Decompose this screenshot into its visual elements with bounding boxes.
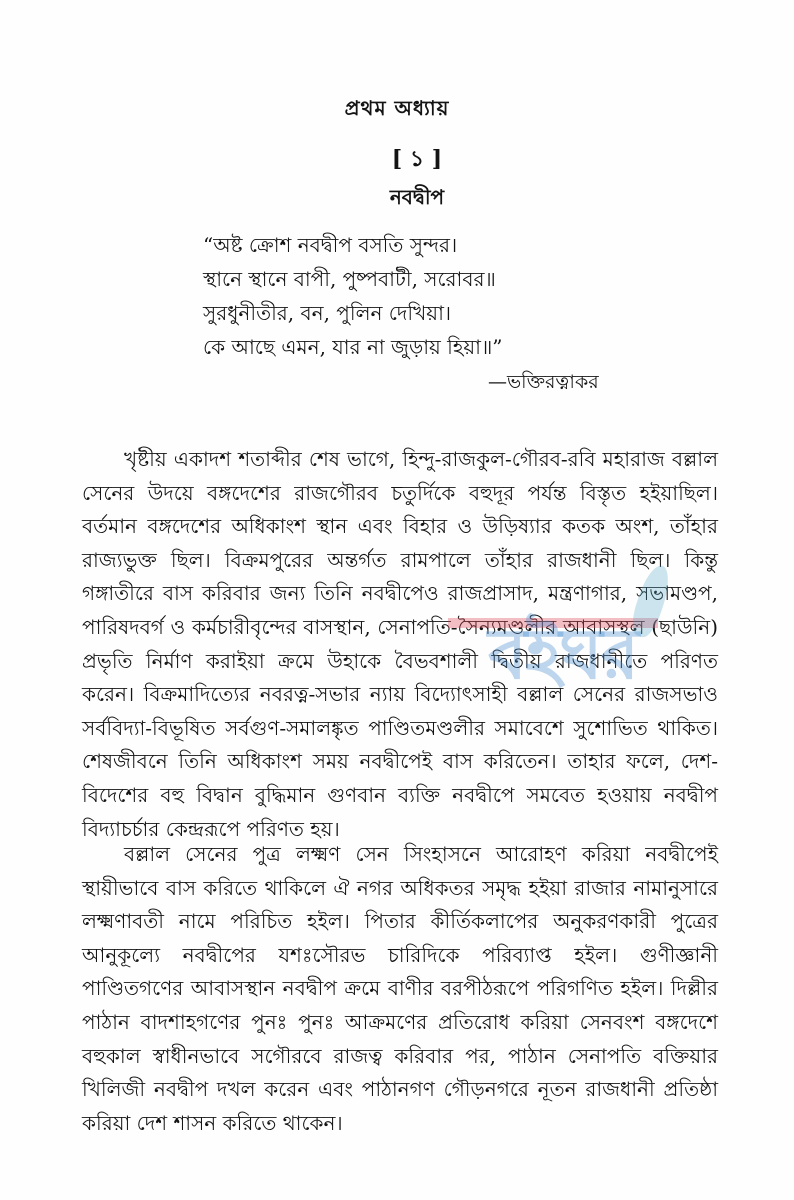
verse-line: “অষ্ট ক্রোশ নবদ্বীপ বসতি সুন্দর। (203, 233, 458, 257)
body-paragraph: খৃষ্টীয় একাদশ শতাব্দীর শেষ ভাগে, হিন্দু-রাজকুল-গৌরব-রবি মহারাজ বল্লাল সেনের উদয়ে বঙ্গদেশের রাজগৌরব চতুর্দিকে বহুদূর পর্যন্ত বিস্তৃত হইয়াছিল। বর্তমান বঙ্গদেশের অধিকাংশ স্থান এবং বিহার ও উড়িষ্যার কতক অংশ, তাঁহার রাজ্যভুক্ত ছিল। বিক্রমপুরের অন্তর্গত রামপালে তাঁহার রাজধানী ছিল। কিন্তু গঙ্গাতীরে বাস করিবার জন্য তিনি নবদ্বীপেও রাজপ্রাসাদ, মন্ত্রণাগার, সভামণ্ডপ, পারিষদবর্গ ও কর্মচারীবৃন্দের বাসস্থান, সেনাপতি-সৈন্যমণ্ডলীর আবাসস্থল (ছাউনি) প্রভৃতি নির্মাণ করাইয়া ক্রমে উহাকে বৈভবশালী দ্বিতীয় রাজধানীতে পরিণত করেন। বিক্রমাদিত্যের নবরত্ন-সভার ন্যায় বিদ্যোৎসাহী বল্লাল সেনের রাজসভাও সর্ববিদ্যা-বিভূষিত সর্বগুণ-সমালঙ্কৃত পাণ্ডিতমণ্ডলীর সমাবেশে সুশোভিত থাকিত। শেষজীবনে তিনি অধিকাংশ সময় নবদ্বীপেই বাস করিতেন। তাহার ফলে, দেশ-বিদেশের বহু বিদ্বান বুদ্ধিমান গুণবান ব্যক্তি নবদ্বীপে সমবেত হওয়ায় নবদ্বীপ বিদ্যাচর্চার কেন্দ্ররূপে পরিণত হয়। (82, 447, 718, 841)
watermark-logo-text: বইঘর (488, 613, 638, 695)
verse-quote (203, 228, 623, 364)
section-title: নবদ্বীপ (389, 185, 445, 209)
chapter-heading: প্রথম অধ্যায় (344, 96, 450, 120)
verse-line: কে আছে এমন, যার না জুড়ায় হিয়া॥” (203, 335, 503, 359)
body-paragraph: বল্লাল সেনের পুত্র লক্ষ্মণ সেন সিংহাসনে আরোহণ করিয়া নবদ্বীপেই স্থায়ীভাবে বাস করিতে থাকিলে ঐ নগর অধিকতর সমৃদ্ধ হইয়া রাজার নামানুসারে লক্ষ্মণাবতী নামে পরিচিত হইল। পিতার কীর্তিকলাপের অনুকরণকারী পুত্রের আনুকূল্যে নবদ্বীপের যশঃসৌরভ চারিদিকে পরিব্যাপ্ত হইল। গুণীজ্ঞানী পাণ্ডিতগণের আবাসস্থান নবদ্বীপ ক্রমে বাণীর বরপীঠরূপে পরিগণিত হইল। দিল্লীর পাঠান বাদশাহগণের পুনঃ পুনঃ আক্রমণের প্রতিরোধ করিয়া সেনবংশ বঙ্গদেশে বহুকাল স্বাধীনভাবে সগৌরবে রাজত্ব করিবার পর, পাঠান সেনাপতি বক্তিয়ার খিলিজী নবদ্বীপ দখল করেন এবং পাঠানগণ গৌড়নগরে নূতন রাজধানী প্রতিষ্ঠা করিয়া দেশ শাসন করিতে থাকেন। (82, 842, 718, 1135)
section-number: [ ১ ] (391, 146, 443, 172)
verse-line: সুরধুনীতীর, বন, পুলিন দেখিয়া। (203, 301, 452, 325)
verse-attribution: —ভক্তিরত্নাকর (488, 371, 599, 393)
verse-line: স্থানে স্থানে বাপী, পুষ্পবাটী, সরোবর॥ (203, 267, 496, 291)
